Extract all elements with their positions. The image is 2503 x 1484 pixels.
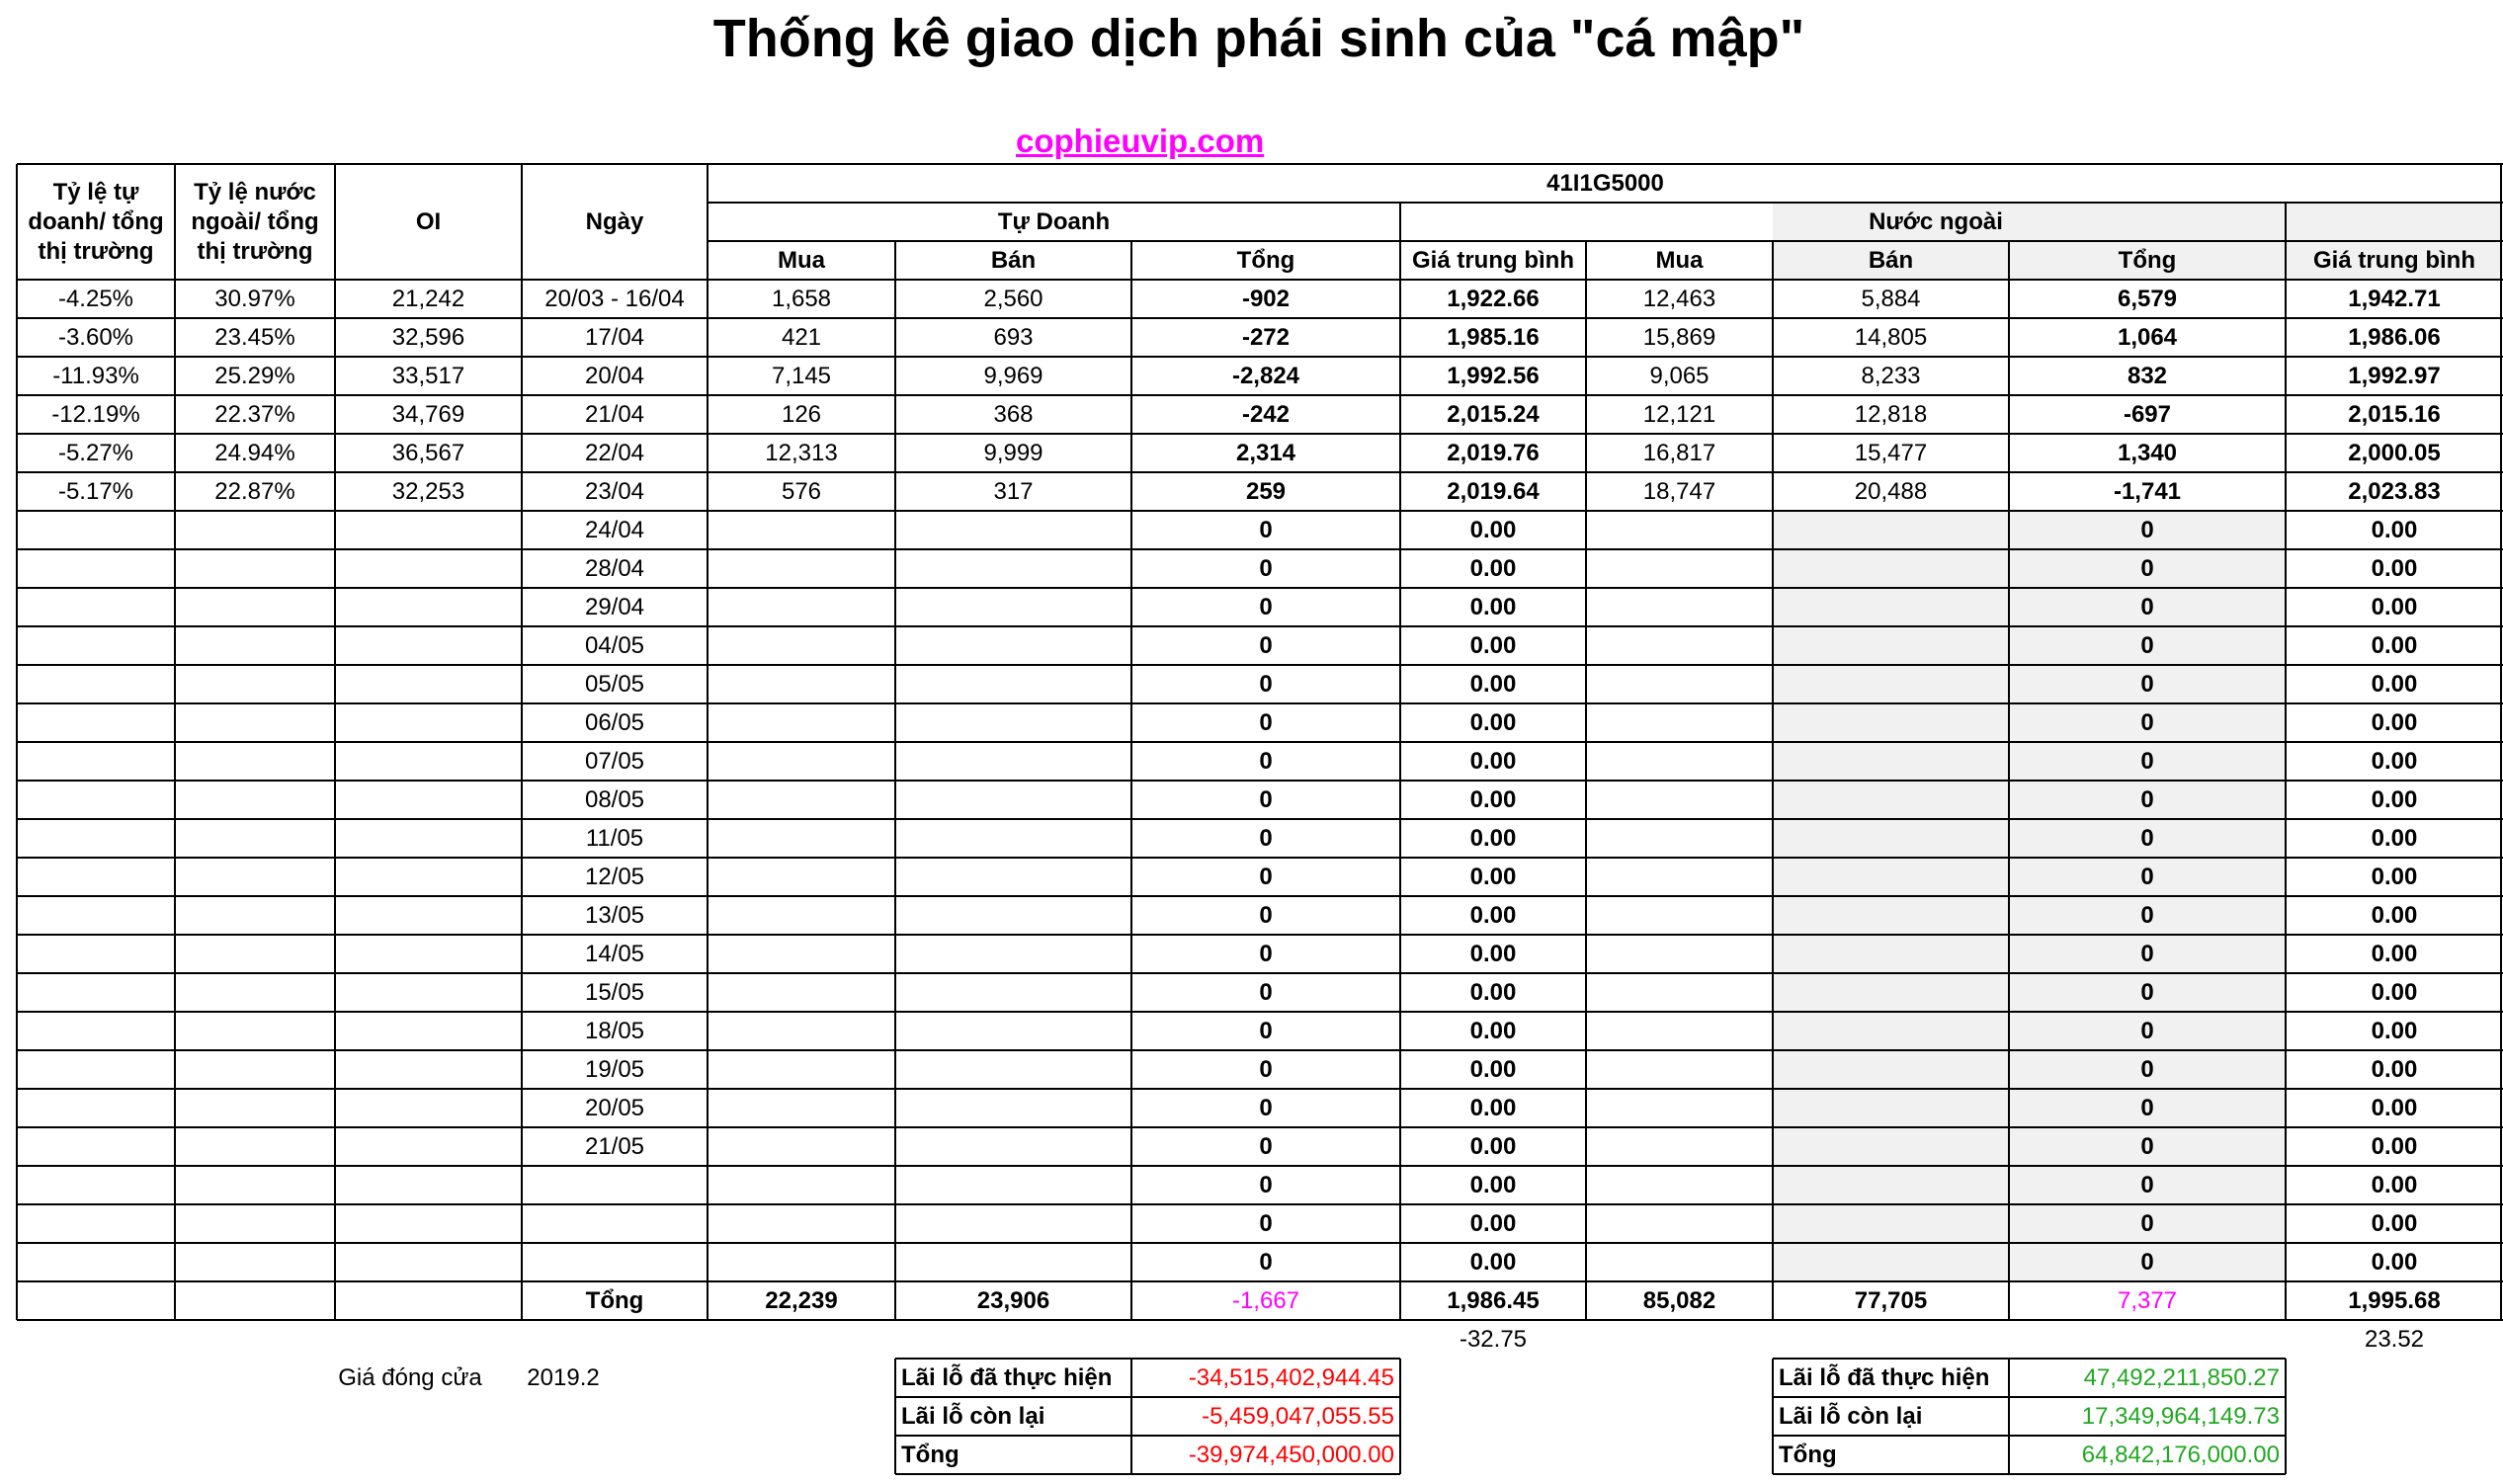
cell-nn-pct: 23.45% xyxy=(214,323,295,351)
cell-nn-pct: 22.87% xyxy=(214,477,295,505)
grid-line xyxy=(174,164,176,1320)
grid-line xyxy=(1399,203,1401,1320)
page-title: Thống kê giao dịch phái sinh của "cá mập" xyxy=(712,9,1805,68)
pnl-label: Lãi lỗ còn lại xyxy=(1779,1402,1923,1430)
subheader-gia-tb: Giá trung bình xyxy=(2313,246,2475,274)
cell-td-tong: 0 xyxy=(1259,631,1273,659)
grid-line xyxy=(2285,203,2287,1320)
cell-td-gia: 0.00 xyxy=(1469,785,1517,813)
cell-nn-mua: 12,463 xyxy=(1642,285,1716,312)
cell-td-gia: 0.00 xyxy=(1469,901,1517,929)
grid-line xyxy=(17,741,2503,743)
cell-td-ban: 368 xyxy=(993,400,1034,428)
cell-date xyxy=(522,1243,708,1281)
cell-td-gia: 0.00 xyxy=(1469,670,1517,698)
cell-nn-ban: 5,884 xyxy=(1861,285,1921,312)
cell-nn-tong: 832 xyxy=(2127,362,2168,389)
cell-td-tong: 259 xyxy=(1245,477,1287,505)
close-value: 2019.2 xyxy=(527,1363,600,1391)
cell-nn-gia: 0.00 xyxy=(2371,940,2418,967)
cell-nn-mua: 16,817 xyxy=(1642,439,1716,466)
grid-line xyxy=(17,1049,2503,1051)
grid-line xyxy=(17,510,2503,512)
cell-date: 21/05 xyxy=(584,1132,645,1160)
cell-nn-mua: 12,121 xyxy=(1642,400,1716,428)
cell-td-gia: 0.00 xyxy=(1469,1094,1517,1121)
pnl-value: -5,459,047,055.55 xyxy=(1202,1402,1394,1430)
cell-nn-pct: 22.37% xyxy=(214,400,295,428)
grid-line xyxy=(521,164,523,1320)
grid-line xyxy=(2008,241,2010,1320)
cell-oi: 32,596 xyxy=(391,323,465,351)
grid-line xyxy=(2008,1359,2010,1474)
pnl-label: Tổng xyxy=(1779,1441,1837,1468)
subheader-tong: Tổng xyxy=(1236,246,1295,274)
cell-nn-gia: 2,015.16 xyxy=(2348,400,2441,428)
grid-line xyxy=(17,163,2503,165)
cell-td-pct: -5.17% xyxy=(57,477,134,505)
cell-nn-gia: 0.00 xyxy=(2371,593,2418,620)
cell-nn-pct: 25.29% xyxy=(214,362,295,389)
cell-nn-pct: 30.97% xyxy=(214,285,295,312)
cell-td-gia: 0.00 xyxy=(1469,1209,1517,1237)
grid-line xyxy=(17,818,2503,820)
total-nn-tong: 7,377 xyxy=(2117,1286,2178,1314)
header-tu-doanh: Tự Doanh xyxy=(997,207,1111,235)
total-td-ban: 23,906 xyxy=(976,1286,1050,1314)
close-label: Giá đóng cửa xyxy=(338,1363,482,1391)
cell-nn-gia: 0.00 xyxy=(2371,785,2418,813)
cell-td-gia: 0.00 xyxy=(1469,1171,1517,1198)
cell-td-gia: 0.00 xyxy=(1469,1017,1517,1044)
cell-date: 20/04 xyxy=(584,362,645,389)
cell-oi: 32,253 xyxy=(391,477,465,505)
cell-nn-gia: 0.00 xyxy=(2371,516,2418,543)
cell-td-mua: 1,658 xyxy=(771,285,832,312)
cell-nn-tong: 0 xyxy=(2140,940,2154,967)
grid-line xyxy=(17,1011,2503,1013)
cell-nn-gia: 2,000.05 xyxy=(2348,439,2441,466)
cell-date: 15/05 xyxy=(584,978,645,1006)
cell-td-gia: 0.00 xyxy=(1469,516,1517,543)
cell-date: 24/04 xyxy=(584,516,645,543)
grid-line xyxy=(17,972,2503,974)
cell-td-tong: -2,824 xyxy=(1231,362,1300,389)
cell-td-pct: -11.93% xyxy=(52,362,139,389)
grid-line xyxy=(17,1126,2503,1128)
cell-oi: 33,517 xyxy=(391,362,465,389)
grid-line xyxy=(1773,1473,2286,1475)
cell-date: 20/05 xyxy=(584,1094,645,1121)
cell-nn-gia: 0.00 xyxy=(2371,1017,2418,1044)
cell-nn-pct: 24.94% xyxy=(214,439,295,466)
grid-line xyxy=(17,664,2503,666)
cell-nn-gia: 0.00 xyxy=(2371,670,2418,698)
cell-nn-tong: 0 xyxy=(2140,631,2154,659)
cell-nn-gia: 0.00 xyxy=(2371,901,2418,929)
cell-td-tong: 2,314 xyxy=(1235,439,1296,466)
cell-nn-tong: 0 xyxy=(2140,1248,2154,1276)
grid-line xyxy=(1772,241,1774,1320)
cell-td-gia: 0.00 xyxy=(1469,747,1517,775)
cell-td-pct: -3.60% xyxy=(57,323,134,351)
cell-nn-gia: 1,992.97 xyxy=(2348,362,2441,389)
subheader-ban: Bán xyxy=(990,246,1037,274)
grid-line xyxy=(2285,1359,2287,1474)
subheader-mua: Mua xyxy=(778,246,825,274)
grid-line xyxy=(17,471,2503,473)
header-oi: OI xyxy=(415,207,442,235)
cell-date: 12/05 xyxy=(584,863,645,890)
grid-line xyxy=(1399,1359,1401,1474)
grid-line xyxy=(1773,1396,2286,1398)
cell-td-gia: 1,985.16 xyxy=(1447,323,1540,351)
cell-td-tong: 0 xyxy=(1259,1017,1273,1044)
cell-nn-mua: 18,747 xyxy=(1642,477,1716,505)
grid-line xyxy=(17,1242,2503,1244)
grid-line xyxy=(1585,241,1587,1320)
cell-nn-tong: 0 xyxy=(2140,747,2154,775)
header-ty-le-tu-doanh: Tỷ lệ tự doanh/ tổng thị trường xyxy=(28,178,164,265)
cell-date: 17/04 xyxy=(584,323,645,351)
cell-nn-tong: 0 xyxy=(2140,708,2154,736)
pnl-label: Lãi lỗ còn lại xyxy=(901,1402,1045,1430)
cell-nn-tong: 0 xyxy=(2140,901,2154,929)
cell-td-mua: 7,145 xyxy=(771,362,832,389)
cell-td-gia: 2,015.24 xyxy=(1447,400,1540,428)
cell-td-ban: 693 xyxy=(993,323,1034,351)
cell-td-tong: 0 xyxy=(1259,1055,1273,1083)
cell-date: 22/04 xyxy=(584,439,645,466)
cell-nn-gia: 0.00 xyxy=(2371,978,2418,1006)
cell-date: 18/05 xyxy=(584,1017,645,1044)
cell-td-pct: -4.25% xyxy=(57,285,134,312)
grid-line xyxy=(894,1359,896,1474)
cell-nn-gia: 0.00 xyxy=(2371,1209,2418,1237)
grid-line xyxy=(17,1165,2503,1167)
cell-nn-tong: 0 xyxy=(2140,516,2154,543)
cell-oi: 36,567 xyxy=(391,439,465,466)
subheader-mua: Mua xyxy=(1655,246,1704,274)
cell-nn-tong: -1,741 xyxy=(2113,477,2182,505)
grid-line xyxy=(16,164,18,1320)
cell-nn-gia: 0.00 xyxy=(2371,708,2418,736)
grid-line xyxy=(17,702,2503,704)
subheader-tong: Tổng xyxy=(2118,246,2177,274)
grid-line xyxy=(894,241,896,1320)
cell-td-tong: 0 xyxy=(1259,863,1273,890)
grid-line xyxy=(895,1358,1400,1360)
cell-td-ban: 317 xyxy=(993,477,1034,505)
cell-nn-gia: 0.00 xyxy=(2371,1094,2418,1121)
nn-avg-diff: 23.52 xyxy=(2364,1325,2425,1353)
cell-date: 07/05 xyxy=(584,747,645,775)
cell-nn-gia: 0.00 xyxy=(2371,824,2418,852)
grid-line xyxy=(17,1203,2503,1205)
cell-td-tong: 0 xyxy=(1259,708,1273,736)
cell-nn-tong: 1,064 xyxy=(2117,323,2178,351)
header-nuoc-ngoai: Nước ngoài xyxy=(1869,207,2003,235)
cell-nn-gia: 0.00 xyxy=(2371,1055,2418,1083)
cell-nn-gia: 1,986.06 xyxy=(2348,323,2441,351)
pnl-value: -34,515,402,944.45 xyxy=(1188,1363,1394,1391)
grid-line xyxy=(1130,1359,1132,1474)
cell-nn-ban: 12,818 xyxy=(1854,400,1928,428)
cell-nn-tong: -697 xyxy=(2123,400,2172,428)
cell-date xyxy=(522,1204,708,1243)
cell-td-gia: 0.00 xyxy=(1469,554,1517,582)
cell-td-ban: 2,560 xyxy=(983,285,1043,312)
grid-line xyxy=(17,356,2503,358)
cell-nn-gia: 0.00 xyxy=(2371,1248,2418,1276)
grid-line xyxy=(895,1435,1400,1437)
total-td-gia: 1,986.45 xyxy=(1447,1286,1540,1314)
grid-line xyxy=(17,433,2503,435)
pnl-value: 47,492,211,850.27 xyxy=(2083,1363,2280,1391)
cell-td-gia: 0.00 xyxy=(1469,940,1517,967)
cell-date: 06/05 xyxy=(584,708,645,736)
cell-date: 05/05 xyxy=(584,670,645,698)
cell-td-gia: 2,019.76 xyxy=(1447,439,1540,466)
cell-td-mua: 126 xyxy=(781,400,822,428)
grid-line xyxy=(895,1396,1400,1398)
cell-nn-gia: 2,023.83 xyxy=(2348,477,2441,505)
cell-td-tong: 0 xyxy=(1259,978,1273,1006)
grid-line xyxy=(17,625,2503,627)
cell-nn-tong: 0 xyxy=(2140,670,2154,698)
cell-td-pct: -5.27% xyxy=(57,439,134,466)
cell-date: 11/05 xyxy=(585,824,644,852)
cell-date: 14/05 xyxy=(584,940,645,967)
cell-nn-gia: 1,942.71 xyxy=(2348,285,2441,312)
site-link[interactable]: cophieuvip.com xyxy=(1016,123,1265,159)
cell-td-mua: 576 xyxy=(781,477,822,505)
total-label: Tổng xyxy=(585,1286,644,1314)
cell-td-ban: 9,969 xyxy=(983,362,1043,389)
cell-date xyxy=(522,1166,708,1204)
cell-td-mua: 12,313 xyxy=(765,439,838,466)
cell-date: 23/04 xyxy=(584,477,645,505)
cell-td-gia: 0.00 xyxy=(1469,593,1517,620)
grid-line xyxy=(334,164,336,1320)
cell-td-gia: 2,019.64 xyxy=(1447,477,1540,505)
cell-td-tong: 0 xyxy=(1259,901,1273,929)
grid-line xyxy=(17,279,2503,281)
cell-date: 29/04 xyxy=(584,593,645,620)
cell-td-tong: 0 xyxy=(1259,554,1273,582)
cell-nn-tong: 0 xyxy=(2140,978,2154,1006)
header-contract: 41I1G5000 xyxy=(1546,169,1664,197)
cell-td-gia: 0.00 xyxy=(1469,1055,1517,1083)
cell-nn-gia: 0.00 xyxy=(2371,631,2418,659)
cell-nn-ban: 8,233 xyxy=(1861,362,1921,389)
cell-td-tong: 0 xyxy=(1259,516,1273,543)
cell-nn-tong: 0 xyxy=(2140,593,2154,620)
cell-nn-tong: 0 xyxy=(2140,1094,2154,1121)
total-td-tong: -1,667 xyxy=(1231,1286,1300,1314)
cell-td-tong: 0 xyxy=(1259,940,1273,967)
grid-line xyxy=(2500,164,2502,1320)
cell-td-tong: 0 xyxy=(1259,1209,1273,1237)
cell-date: 19/05 xyxy=(584,1055,645,1083)
cell-nn-gia: 0.00 xyxy=(2371,554,2418,582)
grid-line xyxy=(17,317,2503,319)
grid-line xyxy=(707,164,709,1320)
subheader-gia-tb: Giá trung bình xyxy=(1412,246,1574,274)
grid-line xyxy=(17,895,2503,897)
cell-td-tong: -242 xyxy=(1241,400,1291,428)
cell-nn-gia: 0.00 xyxy=(2371,1171,2418,1198)
cell-nn-mua: 15,869 xyxy=(1642,323,1716,351)
header-ty-le-nuoc-ngoai: Tỷ lệ nước ngoài/ tổng thị trường xyxy=(191,178,319,265)
cell-nn-tong: 0 xyxy=(2140,1017,2154,1044)
cell-td-mua: 421 xyxy=(781,323,822,351)
cell-td-tong: -272 xyxy=(1241,323,1291,351)
cell-nn-tong: 0 xyxy=(2140,785,2154,813)
cell-nn-ban: 14,805 xyxy=(1854,323,1928,351)
grid-line xyxy=(708,240,2503,242)
total-td-mua: 22,239 xyxy=(765,1286,838,1314)
cell-td-gia: 0.00 xyxy=(1469,1248,1517,1276)
cell-td-tong: 0 xyxy=(1259,824,1273,852)
cell-nn-mua: 9,065 xyxy=(1649,362,1710,389)
grid-line xyxy=(1773,1435,2286,1437)
cell-nn-tong: 0 xyxy=(2140,1209,2154,1237)
cell-td-gia: 0.00 xyxy=(1469,863,1517,890)
cell-date: 20/03 - 16/04 xyxy=(544,285,685,312)
cell-nn-tong: 0 xyxy=(2140,1055,2154,1083)
cell-td-ban: 9,999 xyxy=(983,439,1043,466)
cell-td-pct: -12.19% xyxy=(51,400,140,428)
pnl-value: 64,842,176,000.00 xyxy=(2081,1441,2280,1468)
grid-line xyxy=(17,548,2503,550)
pnl-label: Tổng xyxy=(901,1441,959,1468)
cell-td-gia: 0.00 xyxy=(1469,978,1517,1006)
cell-nn-tong: 0 xyxy=(2140,1171,2154,1198)
cell-td-gia: 1,922.66 xyxy=(1447,285,1540,312)
cell-td-tong: -902 xyxy=(1241,285,1291,312)
cell-nn-tong: 0 xyxy=(2140,554,2154,582)
cell-nn-ban: 15,477 xyxy=(1854,439,1928,466)
grid-line xyxy=(708,202,2503,204)
grid-line xyxy=(1773,1358,2286,1360)
cell-nn-tong: 0 xyxy=(2140,1132,2154,1160)
cell-oi: 34,769 xyxy=(391,400,465,428)
grid-line xyxy=(895,1473,1400,1475)
grid-line xyxy=(17,587,2503,589)
cell-td-gia: 1,992.56 xyxy=(1447,362,1540,389)
cell-td-tong: 0 xyxy=(1259,747,1273,775)
cell-date: 08/05 xyxy=(584,785,645,813)
cell-date: 13/05 xyxy=(584,901,645,929)
grid-line xyxy=(1130,241,1132,1320)
cell-td-tong: 0 xyxy=(1259,1171,1273,1198)
total-nn-gia: 1,995.68 xyxy=(2348,1286,2441,1314)
cell-td-tong: 0 xyxy=(1259,1132,1273,1160)
cell-nn-gia: 0.00 xyxy=(2371,863,2418,890)
cell-td-tong: 0 xyxy=(1259,593,1273,620)
cell-nn-tong: 0 xyxy=(2140,824,2154,852)
header-ngay: Ngày xyxy=(585,207,644,235)
cell-date: 21/04 xyxy=(584,400,645,428)
td-avg-diff: -32.75 xyxy=(1459,1325,1528,1353)
grid-line xyxy=(17,1088,2503,1090)
total-nn-ban: 77,705 xyxy=(1854,1286,1928,1314)
cell-td-tong: 0 xyxy=(1259,1094,1273,1121)
cell-date: 28/04 xyxy=(584,554,645,582)
cell-td-gia: 0.00 xyxy=(1469,631,1517,659)
grid-line xyxy=(17,934,2503,936)
grid-line xyxy=(1772,1359,1774,1474)
cell-nn-tong: 1,340 xyxy=(2117,439,2178,466)
cell-td-gia: 0.00 xyxy=(1469,1132,1517,1160)
cell-td-tong: 0 xyxy=(1259,670,1273,698)
cell-td-tong: 0 xyxy=(1259,785,1273,813)
cell-nn-gia: 0.00 xyxy=(2371,747,2418,775)
pnl-label: Lãi lỗ đã thực hiện xyxy=(1779,1363,1990,1391)
pnl-value: -39,974,450,000.00 xyxy=(1188,1441,1394,1468)
cell-td-tong: 0 xyxy=(1259,1248,1273,1276)
subheader-ban: Bán xyxy=(1868,246,1914,274)
cell-td-gia: 0.00 xyxy=(1469,824,1517,852)
grid-line xyxy=(17,1280,2503,1282)
total-nn-mua: 85,082 xyxy=(1642,1286,1716,1314)
pnl-label: Lãi lỗ đã thực hiện xyxy=(901,1363,1113,1391)
cell-nn-ban: 20,488 xyxy=(1854,477,1928,505)
grid-line xyxy=(17,394,2503,396)
cell-oi: 21,242 xyxy=(391,285,465,312)
pnl-value: 17,349,964,149.73 xyxy=(2081,1402,2280,1430)
cell-td-gia: 0.00 xyxy=(1469,708,1517,736)
cell-nn-tong: 0 xyxy=(2140,863,2154,890)
cell-nn-tong: 6,579 xyxy=(2117,285,2178,312)
cell-date: 04/05 xyxy=(584,631,645,659)
cell-nn-gia: 0.00 xyxy=(2371,1132,2418,1160)
grid-line xyxy=(17,780,2503,782)
grid-line xyxy=(17,1319,2503,1321)
grid-line xyxy=(17,857,2503,859)
